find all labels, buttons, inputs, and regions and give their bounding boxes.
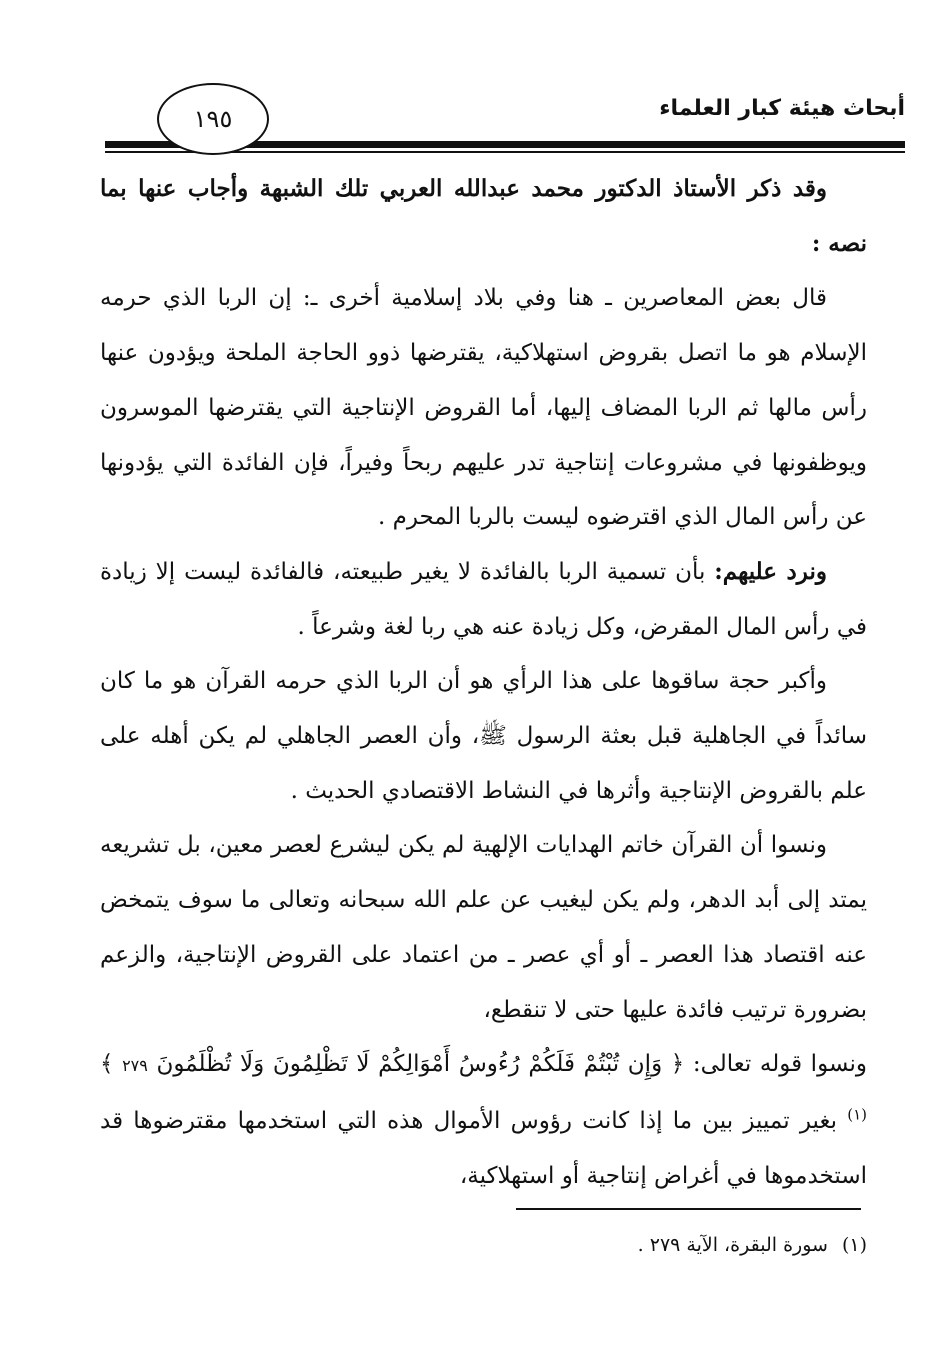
verse-close-bracket: ﴾ <box>100 1051 123 1078</box>
body-text <box>100 162 867 1203</box>
reply-paragraph <box>100 545 867 654</box>
verse-paragraph <box>100 1037 867 1203</box>
reply-lead: ونرد عليهم: <box>714 557 827 585</box>
rebuttal-paragraph: ونسوا أن القرآن خاتم الهدايات الإلهية لم يكن ليشرع لعصر معين، بل تشريعه يمتد إلى أبد الدهر، ولم يكن ليغيب عن علم الله سبحانه وتعالى ما سوف يتمخض عنه اقتصاد هذا العصر ـ أو أي عصر ـ من اعتماد على القروض الإنتاجية، والزعم بضرورة ترتيب فائدة عليها حتى لا تنقطع، <box>100 832 867 1023</box>
footnote-text: سورة البقرة، الآية ٢٧٩ . <box>637 1234 828 1256</box>
footnote-separator <box>516 1208 861 1210</box>
quote-paragraph: قال بعض المعاصرين ـ هنا وفي بلاد إسلامية أخرى ـ: إن الربا الذي حرمه الإسلام هو ما اتصل بقروض استهلاكية، يقترضها ذوو الحاجة الملحة ويؤدون عنها رأس مالها ثم الربا المضاف إليها، أما القروض الإنتاجية التي يقترضها الموسرون ويوظفونها في مشروعات إنتاجية تدر عليهم ربحاً وفيراً، فإن الفائدة التي يؤدونها عن رأس المال الذي اقترضوه ليست بالربا المحرم . <box>100 285 867 531</box>
footnote-number: (١) <box>841 1234 867 1256</box>
verse-lead: ونسوا قوله تعالى: <box>684 1051 867 1078</box>
verse-continuation: بغير تمييز بين ما إذا كانت رؤوس الأموال هذه التي استخدمها مقترضوها قد استخدموها في أغراض إنتاجية أو استهلاكية، <box>100 1107 867 1189</box>
footnote <box>638 1234 867 1256</box>
quran-verse: ﴿ وَإِن تُبْتُمْ فَلَكُمْ رُءُوسُ أَمْوَالِكُمْ لَا تَظْلِمُونَ وَلَا تُظْلَمُونَ <box>156 1051 685 1078</box>
footnote-reference[interactable]: (١) <box>847 1105 867 1124</box>
page-number: ١٩٥ <box>157 83 269 155</box>
intro-paragraph: وقد ذكر الأستاذ الدكتور محمد عبدالله العربي تلك الشبهة وأجاب عنها بما نصه : <box>100 175 867 257</box>
running-title: أبحاث هيئة كبار العلماء <box>659 96 905 121</box>
reply-text: بأن تسمية الربا بالفائدة لا يغير طبيعته، فالفائدة ليست إلا زيادة في رأس المال المقرض، وكل زيادة عنه هي ربا لغة وشرعاً . <box>100 558 867 640</box>
ayah-number-marker: ٢٧٩ <box>122 1056 148 1076</box>
argument-paragraph: وأكبر حجة ساقوها على هذا الرأي هو أن الربا الذي حرمه القرآن هو ما كان سائداً في الجاهلية قبل بعثة الرسول ﷺ، وأن العصر الجاهلي لم يكن أهله على علم بالقروض الإنتاجية وأثرها في النشاط الاقتصادي الحديث . <box>100 668 867 804</box>
